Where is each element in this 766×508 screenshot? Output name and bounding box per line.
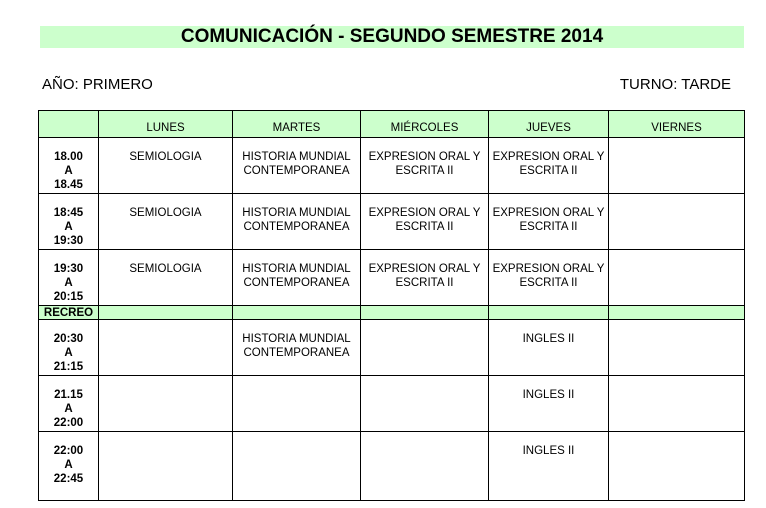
class-cell: HISTORIA MUNDIAL CONTEMPORANEA	[233, 250, 361, 306]
class-cell: EXPRESION ORAL Y ESCRITA II	[361, 250, 489, 306]
time-start: 18.00	[54, 151, 83, 163]
time-sep: A	[64, 347, 73, 359]
time-sep: A	[64, 277, 73, 289]
class-cell	[361, 376, 489, 432]
class-cell: SEMIOLOGIA	[99, 138, 233, 194]
table-row	[39, 432, 745, 501]
class-cell	[609, 320, 745, 376]
break-cell	[233, 306, 361, 320]
class-cell	[99, 432, 233, 501]
table-row	[39, 320, 745, 376]
time-sep: A	[64, 403, 73, 415]
class-cell	[609, 376, 745, 432]
time-end: 19:30	[53, 235, 84, 247]
table-row	[39, 194, 745, 250]
time-start: 20:30	[53, 333, 84, 345]
time-end: 22:00	[53, 417, 84, 429]
break-label: RECREO	[39, 306, 99, 320]
class-cell	[609, 138, 745, 194]
class-cell	[233, 432, 361, 501]
class-cell: INGLES II	[489, 432, 609, 501]
shift-label: TURNO: TARDE	[619, 76, 731, 93]
time-cell	[39, 250, 99, 306]
class-cell: EXPRESION ORAL Y ESCRITA II	[361, 194, 489, 250]
time-cell	[39, 194, 99, 250]
time-end: 20:15	[53, 291, 84, 303]
class-cell	[233, 376, 361, 432]
break-cell	[489, 306, 609, 320]
class-cell: SEMIOLOGIA	[99, 250, 233, 306]
class-cell	[99, 376, 233, 432]
time-cell	[39, 376, 99, 432]
table-row	[39, 138, 745, 194]
time-cell	[39, 138, 99, 194]
class-cell: INGLES II	[489, 376, 609, 432]
class-cell: HISTORIA MUNDIAL CONTEMPORANEA	[233, 138, 361, 194]
page-title: COMUNICACIÓN - SEGUNDO SEMESTRE 2014	[40, 26, 744, 48]
class-cell: HISTORIA MUNDIAL CONTEMPORANEA	[233, 194, 361, 250]
column-header-miercoles: MIÉRCOLES	[361, 111, 489, 138]
class-cell	[99, 320, 233, 376]
class-cell: EXPRESION ORAL Y ESCRITA II	[489, 138, 609, 194]
break-cell	[99, 306, 233, 320]
class-cell	[609, 194, 745, 250]
column-header-time	[39, 111, 99, 138]
break-cell	[609, 306, 745, 320]
class-cell	[609, 250, 745, 306]
column-header-lunes: LUNES	[99, 111, 233, 138]
time-cell	[39, 432, 99, 501]
class-cell: EXPRESION ORAL Y ESCRITA II	[489, 250, 609, 306]
time-end: 21:15	[53, 361, 84, 373]
header-row	[39, 111, 745, 138]
class-cell: EXPRESION ORAL Y ESCRITA II	[361, 138, 489, 194]
class-cell: HISTORIA MUNDIAL CONTEMPORANEA	[233, 320, 361, 376]
schedule-table	[38, 110, 745, 501]
table-row	[39, 250, 745, 306]
time-start: 19:30	[53, 263, 84, 275]
column-header-jueves: JUEVES	[489, 111, 609, 138]
class-cell	[361, 320, 489, 376]
class-cell	[361, 432, 489, 501]
class-cell: EXPRESION ORAL Y ESCRITA II	[489, 194, 609, 250]
time-sep: A	[64, 165, 73, 177]
class-cell: INGLES II	[489, 320, 609, 376]
time-end: 22:45	[53, 473, 84, 485]
year-label: AÑO: PRIMERO	[42, 76, 153, 93]
time-start: 21.15	[54, 389, 83, 401]
time-sep: A	[64, 459, 73, 471]
time-cell	[39, 320, 99, 376]
break-row	[39, 306, 745, 320]
class-cell	[609, 432, 745, 501]
class-cell: SEMIOLOGIA	[99, 194, 233, 250]
column-header-martes: MARTES	[233, 111, 361, 138]
time-start: 18:45	[53, 207, 84, 219]
break-cell	[361, 306, 489, 320]
time-sep: A	[64, 221, 73, 233]
time-end: 18.45	[54, 179, 83, 191]
column-header-viernes: VIERNES	[609, 111, 745, 138]
table-row	[39, 376, 745, 432]
time-start: 22:00	[53, 445, 84, 457]
